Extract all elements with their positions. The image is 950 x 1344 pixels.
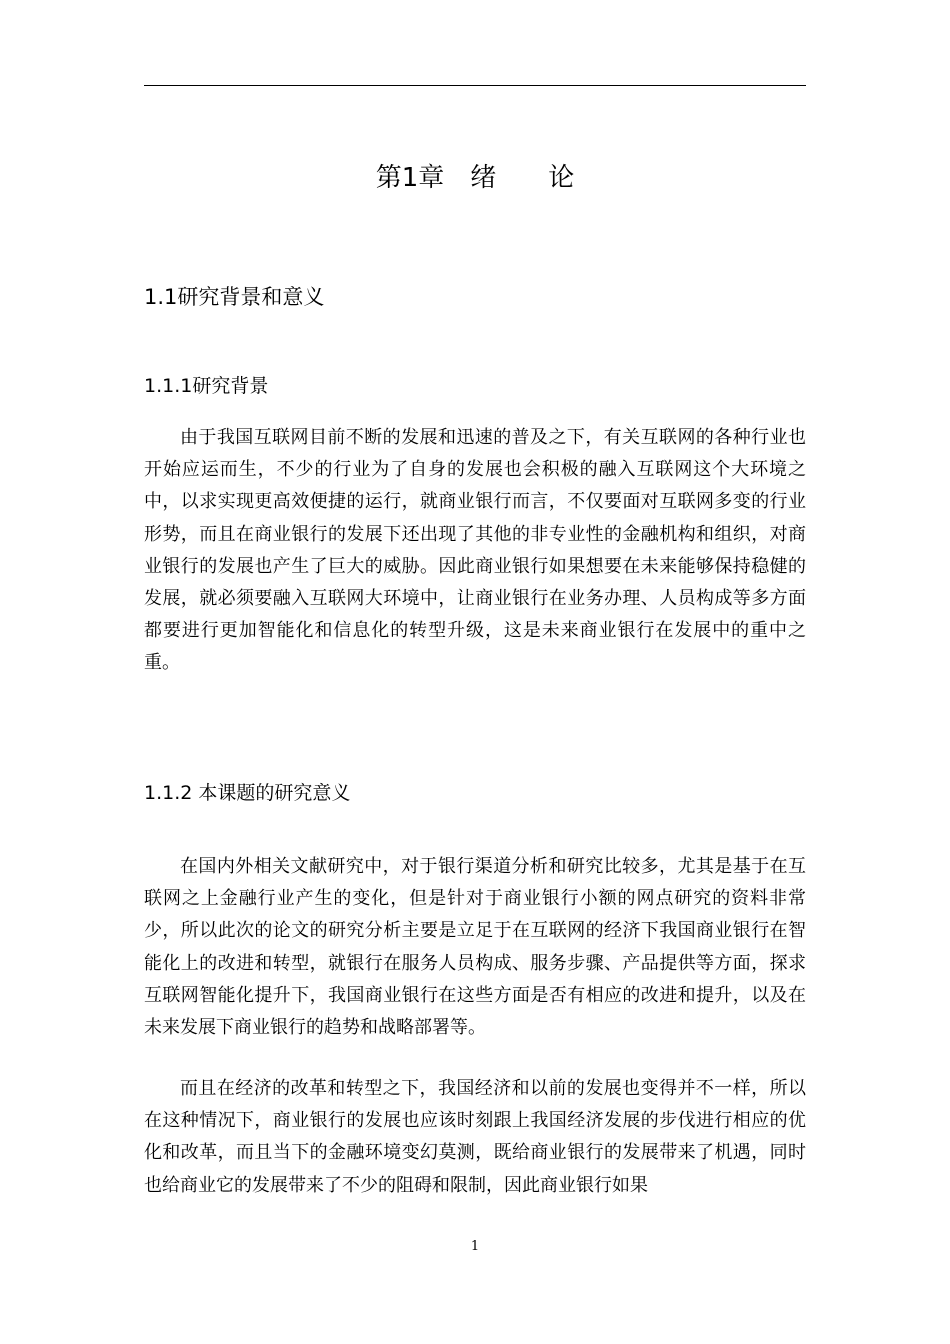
chapter-title: 第1章 绪 论	[375, 163, 575, 193]
section-heading-1-1-1: 1.1.1研究背景	[144, 375, 269, 397]
paragraph-research-significance-1: 在国内外相关文献研究中，对于银行渠道分析和研究比较多，尤其是基于在互联网之上金融行业产生的变化，但是针对于商业银行小额的网点研究的资料非常少，所以此次的论文的研究分析主要是立足于在互联网的经济下我国商业银行在智能化上的改进和转型，就银行在服务人员构成、服务步骤、产品提供等方面，探求互联网智能化提升下，我国商业银行在这些方面是否有相应的改进和提升，以及在未来发展下商业银行的趋势和战略部署等。	[144, 856, 806, 1039]
paragraph-research-significance-2: 而且在经济的改革和转型之下，我国经济和以前的发展也变得并不一样，所以在这种情况下，商业银行的发展也应该时刻跟上我国经济发展的步伐进行相应的优化和改革，而且当下的金融环境变幻莫测，既给商业银行的发展带来了机遇，同时也给商业它的发展带来了不少的阻碍和限制，因此商业银行如果	[144, 1078, 806, 1196]
paragraph-research-background: 由于我国互联网目前不断的发展和迅速的普及之下，有关互联网的各种行业也开始应运而生，不少的行业为了自身的发展也会积极的融入互联网这个大环境之中，以求实现更高效便捷的运行，就商业银行而言，不仅要面对互联网多变的行业形势，而且在商业银行的发展下还出现了其他的非专业性的金融机构和组织，对商业银行的发展也产生了巨大的威胁。因此商业银行如果想要在未来能够保持稳健的发展，就必须要融入互联网大环境中，让商业银行在业务办理、人员构成等多方面都要进行更加智能化和信息化的转型升级，这是未来商业银行在发展中的重中之重。	[144, 427, 806, 674]
section-heading-1-1-2: 1.1.2 本课题的研究意义	[144, 782, 351, 804]
page-number: 1	[470, 1239, 480, 1254]
section-heading-1-1: 1.1研究背景和意义	[144, 285, 325, 309]
header-rule	[144, 85, 806, 86]
